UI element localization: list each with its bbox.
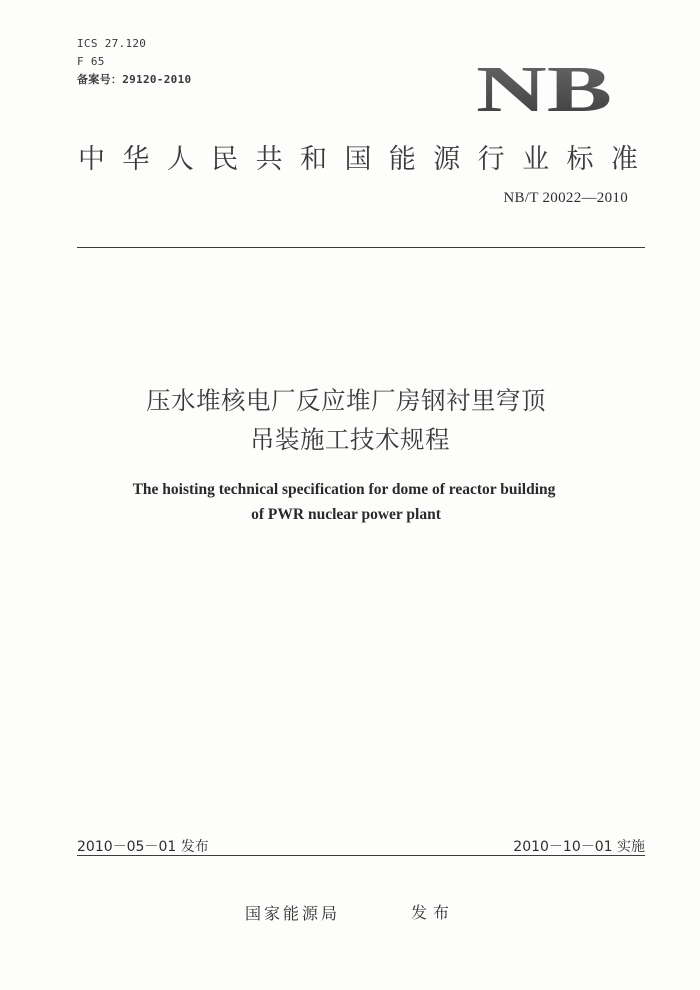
industry-title-char: 中 (78, 144, 105, 175)
bottom-divider (77, 855, 645, 856)
english-title-line-2: of PWR nuclear power plant (251, 506, 441, 523)
industry-title-char: 共 (255, 144, 283, 175)
industry-title-char: 行 (477, 144, 505, 175)
standard-number: NB/T 20022—2010 (503, 190, 628, 206)
nb-logo-text: NB (476, 56, 612, 120)
industry-title-char: 和 (300, 144, 328, 175)
chinese-title-line-1: 压水堆核电厂反应堆厂房钢衬里穹顶 (146, 386, 546, 415)
issue-date: 2010－05－01 发布 (77, 839, 209, 855)
issue-label: 发布 (411, 903, 456, 922)
industry-standard-title (78, 137, 638, 176)
industry-title-char: 华 (122, 144, 150, 175)
industry-title-char: 源 (433, 144, 461, 175)
record-number: 备案号：29120-2010 (77, 73, 192, 86)
industry-title-char: 标 (566, 144, 594, 175)
chinese-title-line-2: 吊装施工技术规程 (250, 425, 450, 454)
industry-title-char: 人 (166, 144, 194, 175)
issuing-authority: 国家能源局 (245, 904, 341, 923)
implementation-date: 2010－10－01 实施 (513, 839, 645, 855)
industry-title-char: 国 (344, 144, 372, 175)
top-divider (77, 247, 645, 248)
english-title-line-1: The hoisting technical specification for dome of reactor building (132, 481, 556, 498)
industry-title-char: 民 (211, 144, 239, 175)
industry-title-char: 业 (522, 144, 550, 175)
industry-title-char: 能 (388, 144, 416, 175)
industry-title-char: 准 (610, 144, 638, 175)
ics-code: ICS 27.120 (77, 37, 147, 50)
ccs-code: F 65 (77, 55, 105, 68)
nb-logo (476, 56, 616, 120)
